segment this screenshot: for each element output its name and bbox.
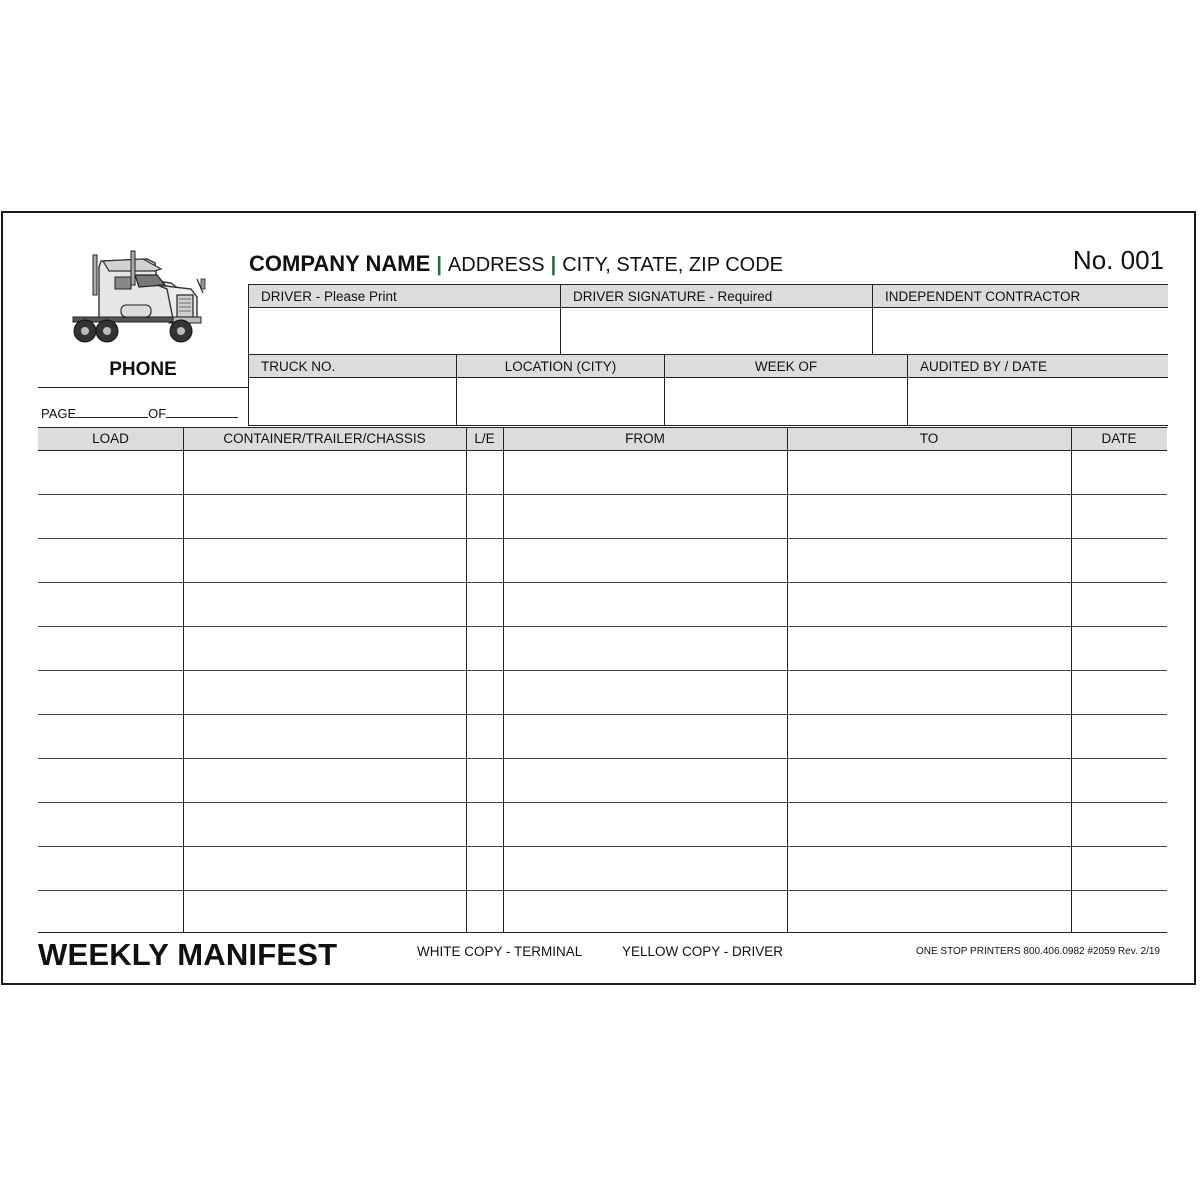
cell-container[interactable] — [183, 847, 466, 891]
company-city-state-zip: CITY, STATE, ZIP CODE — [562, 254, 784, 276]
cell-from[interactable] — [503, 539, 787, 583]
form-number: No. 001 — [1072, 245, 1164, 275]
cell-to[interactable] — [787, 451, 1071, 495]
cell-to[interactable] — [787, 539, 1071, 583]
table-row — [38, 583, 1167, 627]
column-header-load: LOAD — [92, 431, 129, 446]
cell-from[interactable] — [503, 759, 787, 803]
form-title: WEEKLY MANIFEST — [38, 937, 338, 972]
cell-container[interactable] — [183, 495, 466, 539]
table-header — [38, 428, 1167, 451]
cell-date[interactable] — [1071, 495, 1167, 539]
location-city-label: LOCATION (CITY) — [457, 355, 664, 378]
cell-date[interactable] — [1071, 759, 1167, 803]
column-header-to: TO — [919, 431, 939, 446]
page-of-line — [41, 405, 238, 421]
cell-container[interactable] — [183, 671, 466, 715]
driver-signature-label: DRIVER SIGNATURE - Required — [561, 285, 872, 308]
company-name: COMPANY NAME — [249, 251, 431, 276]
cell-container[interactable] — [183, 583, 466, 627]
cell-from[interactable] — [503, 451, 787, 495]
cell-container[interactable] — [183, 759, 466, 803]
column-header-from: FROM — [625, 431, 665, 446]
driver-label: DRIVER - Please Print — [249, 285, 560, 308]
cell-load[interactable] — [38, 583, 183, 627]
cell-le[interactable] — [466, 451, 503, 495]
cell-from[interactable] — [503, 803, 787, 847]
table-row — [38, 891, 1167, 935]
yellow-copy-note: YELLOW COPY - DRIVER — [622, 944, 784, 959]
audited-by-box — [907, 354, 1168, 426]
cell-container[interactable] — [183, 451, 466, 495]
week-of-label: WEEK OF — [665, 355, 907, 378]
location-city-box — [456, 354, 665, 426]
cell-load[interactable] — [38, 627, 183, 671]
cell-le[interactable] — [466, 583, 503, 627]
cell-le[interactable] — [466, 847, 503, 891]
week-of-box — [664, 354, 908, 426]
cell-le[interactable] — [466, 891, 503, 935]
cell-from[interactable] — [503, 847, 787, 891]
column-header-le: L/E — [474, 431, 495, 446]
table-row — [38, 627, 1167, 671]
table-row — [38, 847, 1167, 891]
cell-load[interactable] — [38, 803, 183, 847]
cell-le[interactable] — [466, 715, 503, 759]
table-row — [38, 759, 1167, 803]
cell-container[interactable] — [183, 627, 466, 671]
cell-to[interactable] — [787, 671, 1071, 715]
cell-from[interactable] — [503, 495, 787, 539]
cell-load[interactable] — [38, 539, 183, 583]
white-copy-note: WHITE COPY - TERMINAL — [417, 944, 583, 959]
cell-load[interactable] — [38, 495, 183, 539]
cell-container[interactable] — [183, 715, 466, 759]
of-label: OF — [148, 406, 167, 421]
cell-from[interactable] — [503, 671, 787, 715]
cell-date[interactable] — [1071, 451, 1167, 495]
cell-to[interactable] — [787, 583, 1071, 627]
semi-truck-icon — [69, 249, 219, 349]
cell-load[interactable] — [38, 715, 183, 759]
cell-date[interactable] — [1071, 847, 1167, 891]
page-label: PAGE — [41, 406, 77, 421]
separator: | — [550, 254, 557, 276]
weekly-manifest-form — [1, 211, 1196, 985]
table-row — [38, 451, 1167, 495]
audited-by-label: AUDITED BY / DATE — [908, 355, 1168, 378]
column-header-container: CONTAINER/TRAILER/CHASSIS — [223, 431, 426, 446]
cell-from[interactable] — [503, 715, 787, 759]
cell-le[interactable] — [466, 759, 503, 803]
cell-from[interactable] — [503, 891, 787, 935]
page-total-blank[interactable] — [166, 405, 238, 418]
cell-container[interactable] — [183, 803, 466, 847]
table-row — [38, 803, 1167, 847]
cell-load[interactable] — [38, 671, 183, 715]
cell-date[interactable] — [1071, 583, 1167, 627]
driver-signature-box — [560, 284, 873, 356]
audited-by-input[interactable] — [908, 378, 1168, 425]
independent-contractor-label: INDEPENDENT CONTRACTOR — [873, 285, 1168, 308]
independent-contractor-input[interactable] — [873, 308, 1168, 355]
table-row — [38, 495, 1167, 539]
cell-to[interactable] — [787, 495, 1071, 539]
cell-date[interactable] — [1071, 891, 1167, 935]
cell-from[interactable] — [503, 627, 787, 671]
cell-le[interactable] — [466, 627, 503, 671]
cell-date[interactable] — [1071, 539, 1167, 583]
cell-to[interactable] — [787, 847, 1071, 891]
cell-load[interactable] — [38, 451, 183, 495]
driver-signature-input[interactable] — [561, 308, 872, 355]
cell-load[interactable] — [38, 759, 183, 803]
page-number-blank[interactable] — [76, 405, 148, 418]
company-info — [249, 251, 783, 277]
manifest-table — [38, 427, 1167, 933]
cell-le[interactable] — [466, 671, 503, 715]
cell-to[interactable] — [787, 627, 1071, 671]
cell-from[interactable] — [503, 583, 787, 627]
cell-to[interactable] — [787, 715, 1071, 759]
cell-container[interactable] — [183, 539, 466, 583]
cell-date[interactable] — [1071, 671, 1167, 715]
truck-no-input[interactable] — [249, 378, 456, 425]
cell-date[interactable] — [1071, 715, 1167, 759]
independent-contractor-box — [872, 284, 1168, 356]
truck-no-label: TRUCK NO. — [249, 355, 456, 378]
table-row — [38, 715, 1167, 759]
location-city-input[interactable] — [457, 378, 664, 425]
driver-input[interactable] — [249, 308, 560, 355]
printer-info: ONE STOP PRINTERS 800.406.0982 #2059 Rev. 2/19 — [915, 946, 1160, 957]
company-address: ADDRESS — [447, 254, 545, 276]
phone-label: PHONE — [109, 359, 177, 380]
cell-le[interactable] — [466, 495, 503, 539]
table-row — [38, 539, 1167, 583]
table-row — [38, 671, 1167, 715]
separator: | — [436, 254, 442, 276]
phone-divider — [38, 387, 248, 388]
cell-load[interactable] — [38, 847, 183, 891]
column-header-date: DATE — [1101, 431, 1137, 446]
truck-no-box — [248, 354, 457, 426]
cell-container[interactable] — [183, 891, 466, 935]
cell-date[interactable] — [1071, 627, 1167, 671]
cell-le[interactable] — [466, 539, 503, 583]
cell-load[interactable] — [38, 891, 183, 935]
cell-date[interactable] — [1071, 803, 1167, 847]
driver-field-box — [248, 284, 561, 356]
cell-to[interactable] — [787, 803, 1071, 847]
cell-le[interactable] — [466, 803, 503, 847]
cell-to[interactable] — [787, 759, 1071, 803]
week-of-input[interactable] — [665, 378, 907, 425]
cell-to[interactable] — [787, 891, 1071, 935]
